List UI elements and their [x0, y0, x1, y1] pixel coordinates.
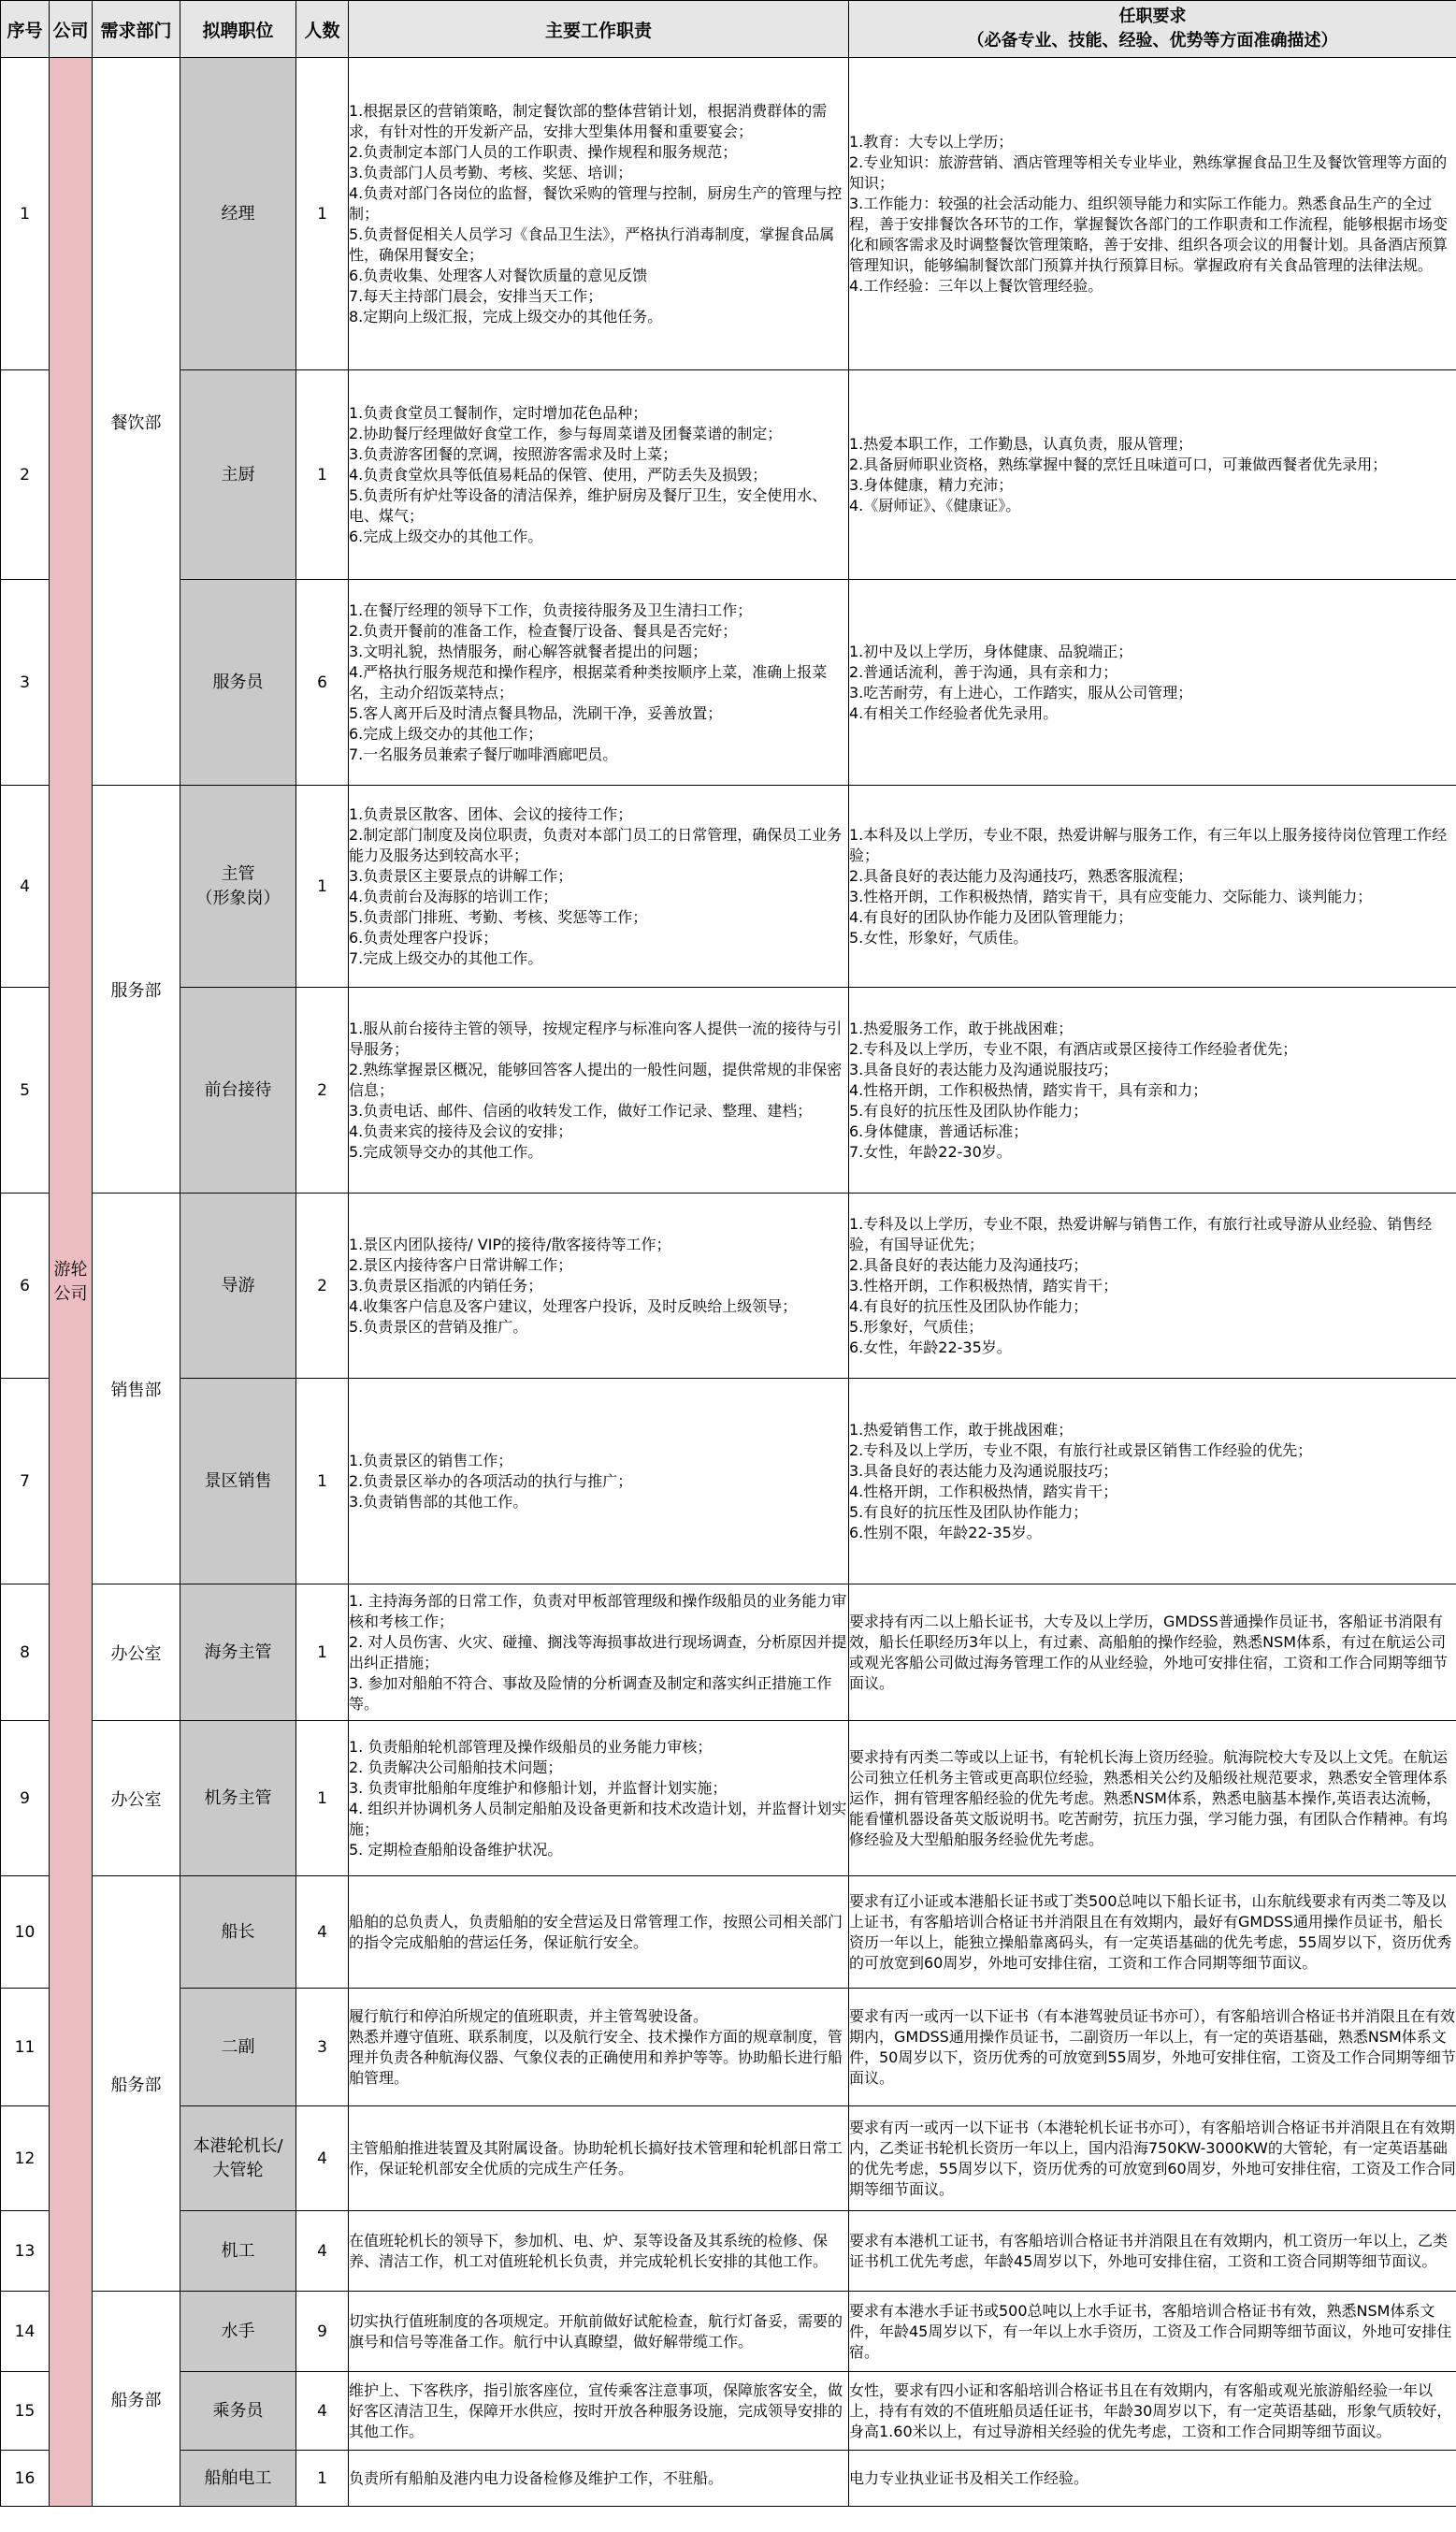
duty-line: 1.负责食堂员工餐制作，定时增加花色品种； — [349, 403, 648, 422]
department-cell: 船务部 — [93, 2292, 180, 2507]
requirement-line: 4.有良好的团队协作能力及团队管理能力； — [849, 907, 1133, 926]
table-row — [1, 1379, 1456, 1584]
duty-line: 3.负责销售部的其他工作。 — [349, 1492, 528, 1511]
header-dept: 需求部门 — [93, 1, 180, 58]
headcount-cell: 4 — [296, 2106, 349, 2211]
duties-cell — [349, 2372, 849, 2451]
row-seq: 8 — [1, 1584, 50, 1721]
duty-line: 6.负责收集、处理客人对餐饮质量的意见反馈 — [349, 266, 648, 284]
requirement-line: 4.有良好的抗压性及团队协作能力； — [849, 1296, 1088, 1315]
requirement-line: 要求持有丙二以上船长证书，大专及以上学历，GMDSS普通操作员证书，客船证书消限有效，船长任职经历3年以上，有过素、高船舶的操作经验，熟悉NSM体系，有过在航运公司或观光客船公司做过海务管理工作的从业经验，外地可安排住宿，工资和工作合同期等细节面议。 — [849, 1612, 1449, 1692]
requirements-cell — [849, 1379, 1456, 1584]
requirement-line: 5.女性，形象好，气质佳。 — [849, 928, 1029, 947]
headcount-cell: 1 — [296, 1721, 349, 1876]
headcount-cell: 1 — [296, 2451, 349, 2507]
position-name: 机工 — [221, 2240, 255, 2261]
position-subtitle: （形象岗） — [195, 888, 281, 908]
requirement-line: 5.有良好的抗压性及团队协作能力； — [849, 1502, 1088, 1521]
header-row — [1, 1, 1456, 58]
department-cell: 销售部 — [93, 1194, 180, 1584]
duty-line: 4.收集客户信息及客户建议，处理客户投诉，及时反映给上级领导； — [349, 1296, 798, 1315]
headcount-cell: 1 — [296, 786, 349, 988]
company-cell — [50, 58, 93, 2507]
row-seq: 14 — [1, 2292, 50, 2372]
table-row — [1, 1721, 1456, 1876]
requirements-cell — [849, 786, 1456, 988]
requirements-cell — [849, 2292, 1456, 2372]
table-row — [1, 1194, 1456, 1379]
requirement-line: 6.性别不限，年龄22-35岁。 — [849, 1523, 1042, 1541]
position-name: 前台接待 — [204, 1079, 272, 1100]
row-seq: 15 — [1, 2372, 50, 2451]
duty-line: 1.服从前台接待主管的领导，按规定程序与标准向客人提供一流的接待与引导服务； — [349, 1019, 843, 1058]
position-name: 主管 — [221, 863, 255, 884]
position-name: 海务主管 — [204, 1642, 272, 1662]
header-company: 公司 — [50, 1, 93, 58]
requirement-line: 2.专科及以上学历，专业不限，有旅行社或景区销售工作经验的优先； — [849, 1440, 1313, 1459]
duty-line: 6.负责处理客户投诉； — [349, 928, 498, 947]
requirement-line: 6.女性，年龄22-35岁。 — [849, 1338, 1012, 1356]
duty-line: 2. 对人员伤害、火灾、碰撞、搁浅等海损事故进行现场调查，分析原因并提出纠正措施； — [349, 1632, 847, 1671]
position-cell — [180, 1584, 296, 1721]
position-cell — [180, 1989, 296, 2106]
row-seq: 11 — [1, 1989, 50, 2106]
position-cell — [180, 2292, 296, 2372]
table-row — [1, 2106, 1456, 2211]
duty-line: 7.完成上级交办的其他工作。 — [349, 948, 543, 967]
headcount-cell: 4 — [296, 2211, 349, 2292]
duty-line: 2. 负责解决公司船舶技术问题； — [349, 1758, 563, 1776]
table-body — [1, 58, 1456, 2507]
position-name: 乘务员 — [212, 2400, 264, 2421]
duty-line: 4.负责前台及海豚的培训工作； — [349, 887, 558, 905]
position-cell — [180, 2211, 296, 2292]
duties-cell — [349, 2292, 849, 2372]
department-cell: 办公室 — [93, 1721, 180, 1876]
headcount-cell: 1 — [296, 370, 349, 580]
position-cell — [180, 2372, 296, 2451]
department-cell: 服务部 — [93, 786, 180, 1194]
duty-line: 7.一名服务员兼索子餐厅咖啡酒廊吧员。 — [349, 745, 618, 763]
duty-line: 1. 主持海务部的日常工作，负责对甲板部管理级和操作级船员的业务能力审核和考核工作； — [349, 1591, 847, 1630]
table-row — [1, 2292, 1456, 2372]
header-req-title: 任职要求 — [1118, 7, 1187, 26]
duty-line: 1.在餐厅经理的领导下工作，负责接待服务及卫生清扫工作； — [349, 600, 753, 619]
position-cell — [180, 786, 296, 988]
headcount-cell: 4 — [296, 2372, 349, 2451]
duty-line: 2.负责开餐前的准备工作，检查餐厅设备、餐具是否完好； — [349, 621, 738, 640]
row-seq: 3 — [1, 580, 50, 786]
row-seq: 16 — [1, 2451, 50, 2507]
duty-line: 4.负责食堂炊具等低值易耗品的保管、使用，严防丢失及损毁； — [349, 465, 768, 484]
row-seq: 2 — [1, 370, 50, 580]
header-duties: 主要工作职责 — [349, 1, 849, 58]
row-seq: 9 — [1, 1721, 50, 1876]
duty-line: 履行航行和停泊所规定的值班职责，并主管驾驶设备。 — [349, 2006, 709, 2025]
duty-line: 1.景区内团队接待/ VIP的接待/散客接待等工作； — [349, 1235, 671, 1253]
requirements-cell — [849, 2451, 1456, 2507]
duty-line: 负责所有船舶及港内电力设备检修及维护工作，不驻船。 — [349, 2468, 724, 2487]
requirement-line: 1.初中及以上学历，身体健康、品貌端正； — [849, 642, 1133, 660]
duties-cell — [349, 988, 849, 1194]
position-name: 船长 — [221, 1921, 255, 1942]
position-subtitle: 大管轮 — [212, 2160, 264, 2180]
duty-line: 维护上、下客秩序，指引旅客座位，宣传乘客注意事项，保障旅客安全，做好客区清洁卫生，保障开水供应，按时开放各种服务设施，完成领导安排的其他工作。 — [349, 2380, 843, 2440]
requirement-line: 要求有丙一或丙一以下证书（本港轮机长证书亦可），有客船培训合格证书并消限且在有效期内，乙类证书轮机长资历一年以上，国内沿海750KW-3000KW的大管轮，有一定英语基础的优先考虑，55周岁以下，资历优秀的可放宽到60周岁，外地可安排住宿，工资及工作合同期等细节面议。 — [849, 2118, 1456, 2198]
header-position: 拟聘职位 — [180, 1, 296, 58]
table-row — [1, 580, 1456, 786]
duty-line: 熟悉并遵守值班、联系制度，以及航行安全、技术操作方面的规章制度，管理并负责各种航海仪器、气象仪表的正确使用和养护等等。协助船长进行船舶管理。 — [349, 2027, 843, 2087]
position-cell — [180, 58, 296, 370]
headcount-cell: 2 — [296, 1194, 349, 1379]
duties-cell — [349, 1721, 849, 1876]
duty-line: 3.负责景区指派的内销任务； — [349, 1276, 543, 1295]
headcount-cell: 1 — [296, 58, 349, 370]
requirement-line: 1.热爱本职工作，工作勤恳，认真负责，服从管理； — [849, 434, 1193, 453]
duty-line: 5. 定期检查船舶设备维护状况。 — [349, 1840, 563, 1859]
duty-line: 4.严格执行服务规范和操作程序，根据菜肴种类按顺序上菜，准确上报菜名，主动介绍饭菜特点； — [349, 662, 828, 702]
requirement-line: 要求有丙一或丙一以下证书（有本港驾驶员证书亦可），有客船培训合格证书并消限且在有效期内，GMDSS通用操作员证书，二副资历一年以上，有一定的英语基础，熟悉NSM体系文件，50周岁以下，资历优秀的可放宽到55周岁，外地可安排住宿，工资及工作合同期等细节面议。 — [849, 2006, 1456, 2087]
duty-line: 2.景区内接待客户日常讲解工作； — [349, 1255, 573, 1274]
requirement-line: 2.专科及以上学历，专业不限，有酒店或景区接待工作经验者优先； — [849, 1039, 1298, 1058]
header-seq: 序号 — [1, 1, 50, 58]
duty-line: 3. 参加对船舶不符合、事故及险情的分析调查及制定和落实纠正措施工作等。 — [349, 1673, 832, 1713]
row-seq: 7 — [1, 1379, 50, 1584]
headcount-cell: 1 — [296, 1379, 349, 1584]
requirement-line: 1.教育：大专以上学历； — [849, 132, 1014, 151]
requirements-cell — [849, 2211, 1456, 2292]
requirement-line: 7.女性，年龄22-30岁。 — [849, 1142, 1012, 1161]
duty-line: 2.负责制定本部门人员的工作职责、操作规程和服务规范； — [349, 142, 738, 161]
requirement-line: 3.具备良好的表达能力及沟通说服技巧； — [849, 1461, 1118, 1480]
table-row — [1, 2451, 1456, 2507]
requirement-line: 2.具备良好的表达能力及沟通技巧； — [849, 1255, 1088, 1274]
position-cell — [180, 988, 296, 1194]
table-row — [1, 1584, 1456, 1721]
requirement-line: 要求有辽小证或本港船长证书或丁类500总吨以下船长证书，山东航线要求有丙类二等及以上证书，有客船培训合格证书并消限且在有效期内，最好有GMDSS通用操作员证书，船长资历一年以上，能独立操船靠离码头，有一定英语基础的优先考虑，55周岁以下，资历优秀的可放宽到60周岁，外地可安排住宿，工资和工作合同期等细节面议。 — [849, 1891, 1452, 1972]
duty-line: 1.负责景区的销售工作； — [349, 1451, 513, 1469]
duty-line: 1.根据景区的营销策略，制定餐饮部的整体营销计划，根据消费群体的需求，有针对性的开发新产品，安排大型集体用餐和重要宴会； — [349, 101, 828, 140]
duty-line: 5.负责景区的营销及推广。 — [349, 1317, 528, 1336]
duty-line: 7.每天主持部门晨会，安排当天工作； — [349, 286, 603, 305]
requirements-cell — [849, 1194, 1456, 1379]
row-seq: 6 — [1, 1194, 50, 1379]
duty-line: 8.定期向上级汇报，完成上级交办的其他任务。 — [349, 307, 663, 326]
headcount-cell: 9 — [296, 2292, 349, 2372]
position-cell — [180, 1379, 296, 1584]
headcount-cell: 6 — [296, 580, 349, 786]
requirement-line: 3.工作能力：较强的社会活动能力、组织领导能力和实际工作能力。熟悉食品生产的全过程，善于安排餐饮各环节的工作，掌握餐饮各部门的工作职责和工作流程，能够根据市场变化和顾客需求及时调整餐饮管理策略，善于安排、组织各项会议的用餐计划。具备酒店预算管理知识，能够编制餐饮部门预算并执行预算目标。掌握政府有关食品管理的法律法规。 — [849, 194, 1449, 274]
table-row — [1, 1876, 1456, 1989]
requirement-line: 4.有相关工作经验者优先录用。 — [849, 703, 1059, 722]
duty-line: 3.负责游客团餐的烹调，按照游客需求及时上菜； — [349, 444, 678, 463]
requirement-line: 1.热爱销售工作，敢于挑战困难； — [849, 1420, 1074, 1439]
duty-line: 5.负责督促相关人员学习《食品卫生法》，严格执行消毒制度，掌握食品属性，确保用餐安全； — [349, 224, 835, 264]
duties-cell — [349, 2451, 849, 2507]
duty-line: 4. 组织并协调机务人员制定船舶及设备更新和技术改造计划，并监督计划实施； — [349, 1799, 847, 1838]
requirement-line: 2.具备厨师职业资格，熟练掌握中餐的烹饪且味道可口，可兼做西餐者优先录用； — [849, 455, 1388, 473]
requirement-line: 6.身体健康，普通话标准； — [849, 1121, 1029, 1140]
row-seq: 5 — [1, 988, 50, 1194]
position-cell — [180, 2106, 296, 2211]
requirement-line: 2.普通话流利，善于沟通，具有亲和力； — [849, 662, 1118, 681]
department-cell: 船务部 — [93, 1876, 180, 2292]
department-cell: 办公室 — [93, 1584, 180, 1721]
requirement-line: 3.具备良好的表达能力及沟通说服技巧； — [849, 1060, 1118, 1078]
requirements-cell — [849, 988, 1456, 1194]
requirement-line: 5.有良好的抗压性及团队协作能力； — [849, 1101, 1088, 1120]
duties-cell — [349, 1584, 849, 1721]
duties-cell — [349, 786, 849, 988]
duty-line: 3.负责部门人员考勤、考核、奖惩、培训； — [349, 163, 633, 181]
duty-line: 2.负责景区举办的各项活动的执行与推广； — [349, 1471, 633, 1490]
requirement-line: 电力专业执业证书及相关工作经验。 — [849, 2468, 1089, 2487]
requirement-line: 5.形象好，气质佳； — [849, 1317, 984, 1336]
duty-line: 5.负责所有炉灶等设备的清洁保养，维护厨房及餐厅卫生，安全使用水、电、煤气； — [349, 485, 828, 525]
row-seq: 13 — [1, 2211, 50, 2292]
duties-cell — [349, 1876, 849, 1989]
position-cell — [180, 580, 296, 786]
duties-cell — [349, 580, 849, 786]
headcount-cell: 4 — [296, 1876, 349, 1989]
duty-line: 1. 负责船舶轮机部管理及操作级船员的业务能力审核； — [349, 1737, 713, 1756]
duties-cell — [349, 1379, 849, 1584]
duty-line: 1.负责景区散客、团体、会议的接待工作； — [349, 804, 633, 823]
duty-line: 4.负责对部门各岗位的监督，餐饮采购的管理与控制，厨房生产的管理与控制； — [349, 183, 843, 223]
position-name: 景区销售 — [204, 1470, 272, 1491]
requirement-line: 2.具备良好的表达能力及沟通技巧，熟悉客服流程； — [849, 866, 1193, 885]
duties-cell — [349, 1989, 849, 2106]
header-count: 人数 — [296, 1, 349, 58]
table-row — [1, 2211, 1456, 2292]
requirement-line: 要求有本港机工证书，有客船培训合格证书并消限且在有效期内，机工资历一年以上，乙类证书机工优先考虑，年龄45周岁以下，外地可安排住宿，工资和工资合同期等细节面议。 — [849, 2231, 1449, 2270]
requirement-line: 2.专业知识：旅游营销、酒店管理等相关专业毕业，熟练掌握食品卫生及餐饮管理等方面的知识； — [849, 152, 1448, 192]
position-name: 二副 — [221, 2036, 255, 2057]
duty-line: 6.完成上级交办的其他工作； — [349, 724, 543, 743]
requirements-cell — [849, 58, 1456, 370]
header-requirements — [849, 1, 1456, 58]
requirement-line: 1.本科及以上学历，专业不限，热爱讲解与服务工作，有三年以上服务接待岗位管理工作经验； — [849, 825, 1448, 864]
duty-line: 船舶的总负责人，负责船舶的安全营运及日常管理工作，按照公司相关部门的指令完成船舶的营运任务，保证航行安全。 — [349, 1912, 843, 1951]
position-name: 经理 — [221, 203, 255, 224]
header-req-subtitle: （必备专业、技能、经验、优势等方面准确描述） — [967, 31, 1338, 51]
requirement-line: 女性，要求有四小证和客船培训合格证书且在有效期内，有客船或观光旅游船经验一年以上，持有有效的不值班船员适任证书，年龄30周岁以下，有一定英语基础，形象气质较好，身高1.60米以上，有过导游相关经验的优先考虑，工资和工作合同期等细节面议。 — [849, 2380, 1452, 2440]
headcount-cell: 3 — [296, 1989, 349, 2106]
requirement-line: 3.吃苦耐劳，有上进心，工作踏实，服从公司管理； — [849, 683, 1193, 702]
requirement-line: 3.身体健康，精力充沛； — [849, 475, 1014, 494]
row-seq: 12 — [1, 2106, 50, 2211]
table-row — [1, 2372, 1456, 2451]
duty-line: 在值班轮机长的领导下，参加机、电、炉、泵等设备及其系统的检修、保养、清洁工作，机工对值班轮机长负责，并完成轮机长安排的其他工作。 — [349, 2231, 829, 2270]
duty-line: 5.客人离开后及时清点餐具物品，洗刷干净，妥善放置； — [349, 703, 723, 722]
requirement-line: 要求有本港水手证书或500总吨以上水手证书，客船培训合格证书有效，熟悉NSM体系文件，年龄45周岁以下，有一年以上水手资历，工资及工作合同期等细节面议，外地可安排住宿。 — [849, 2301, 1452, 2361]
row-seq: 10 — [1, 1876, 50, 1989]
duty-line: 3.负责电话、邮件、信函的收转发工作，做好工作记录、整理、建档； — [349, 1101, 813, 1120]
requirements-cell — [849, 1876, 1456, 1989]
requirement-line: 4.工作经验：三年以上餐饮管理经验。 — [849, 276, 1103, 295]
requirement-line: 3.性格开朗，工作积极热情，踏实肯干； — [849, 1276, 1118, 1295]
duty-line: 2.协助餐厅经理做好食堂工作，参与每周菜谱及团餐菜谱的制定； — [349, 424, 783, 442]
position-name: 本港轮机长/ — [193, 2135, 283, 2156]
table-row — [1, 786, 1456, 988]
position-name: 水手 — [221, 2321, 255, 2341]
duty-line: 3. 负责审批船舶年度维护和修船计划，并监督计划实施； — [349, 1778, 728, 1797]
requirements-cell — [849, 2372, 1456, 2451]
requirements-cell — [849, 1989, 1456, 2106]
duty-line: 5.完成领导交办的其他工作。 — [349, 1142, 543, 1161]
requirement-line: 1.热爱服务工作，敢于挑战困难； — [849, 1019, 1074, 1037]
duties-cell — [349, 1194, 849, 1379]
requirements-cell — [849, 580, 1456, 786]
duty-line: 主管船舶推进装置及其附属设备。协助轮机长搞好技术管理和轮机部日常工作，保证轮机部安全优质的完成生产任务。 — [349, 2138, 843, 2178]
department-cell: 餐饮部 — [93, 58, 180, 786]
position-name: 机务主管 — [204, 1787, 272, 1808]
requirements-cell — [849, 1721, 1456, 1876]
row-seq: 1 — [1, 58, 50, 370]
position-cell — [180, 2451, 296, 2507]
duty-line: 5.负责部门排班、考勤、考核、奖惩等工作； — [349, 907, 648, 926]
duty-line: 4.负责来宾的接待及会议的安排； — [349, 1121, 573, 1140]
duties-cell — [349, 2211, 849, 2292]
table-row — [1, 1989, 1456, 2106]
position-cell — [180, 1721, 296, 1876]
requirement-line: 3.性格开朗，工作积极热情，踏实肯干，具有应变能力、交际能力、谈判能力； — [849, 887, 1373, 905]
requirement-line: 1.专科及以上学历，专业不限，热爱讲解与销售工作，有旅行社或导游从业经验、销售经验，有国导证优先； — [849, 1214, 1433, 1253]
position-cell — [180, 1194, 296, 1379]
position-name: 导游 — [221, 1275, 255, 1295]
position-name: 服务员 — [212, 672, 264, 692]
duty-line: 6.完成上级交办的其他工作。 — [349, 527, 543, 545]
duty-line: 2.制定部门制度及岗位职责，负责对本部门员工的日常管理，确保员工业务能力及服务达到较高水平； — [349, 825, 843, 864]
position-name: 主厨 — [221, 464, 255, 485]
headcount-cell: 1 — [296, 1584, 349, 1721]
position-cell — [180, 370, 296, 580]
company-name: 游轮公司 — [53, 1259, 88, 1304]
duty-line: 2.熟练掌握景区概况，能够回答客人提出的一般性问题，提供常规的非保密信息； — [349, 1060, 843, 1099]
requirement-line: 4.《厨师证》、《健康证》。 — [849, 496, 1021, 514]
duty-line: 切实执行值班制度的各项规定。开航前做好试舵检查，航行灯备妥，需要的旗号和信号等准备工作。航行中认真瞭望，做好解带缆工作。 — [349, 2311, 843, 2351]
requirements-cell — [849, 370, 1456, 580]
table-row — [1, 58, 1456, 370]
requirements-cell — [849, 2106, 1456, 2211]
position-cell — [180, 1876, 296, 1989]
requirement-line: 4.性格开朗，工作积极热情，踏实肯干； — [849, 1482, 1118, 1500]
duties-cell — [349, 370, 849, 580]
requirement-line: 要求持有丙类二等或以上证书，有轮机长海上资历经验。航海院校大专及以上文凭。在航运公司独立任机务主管或更高职位经验，熟悉相关公约及船级社规范要求，熟悉安全管理体系运作，拥有管理客船经验的优先考虑。熟悉NSM体系，熟悉电脑基本操作,英语表达流畅，能看懂机器设备英文版说明书。吃苦耐劳，抗压力强，学习能力强，有团队合作精神。有坞修经验及大型船舶服务经验优先考虑。 — [849, 1747, 1449, 1848]
requirements-cell — [849, 1584, 1456, 1721]
headcount-cell: 2 — [296, 988, 349, 1194]
duties-cell — [349, 58, 849, 370]
duty-line: 3.文明礼貌，热情服务，耐心解答就餐者提出的问题； — [349, 642, 708, 660]
row-seq: 4 — [1, 786, 50, 988]
position-name: 船舶电工 — [204, 2467, 272, 2488]
table-row — [1, 988, 1456, 1194]
requirement-line: 4.性格开朗，工作积极热情，踏实肯干，具有亲和力； — [849, 1080, 1208, 1099]
duties-cell — [349, 2106, 849, 2211]
duty-line: 3.负责景区主要景点的讲解工作； — [349, 866, 573, 885]
table-row — [1, 370, 1456, 580]
